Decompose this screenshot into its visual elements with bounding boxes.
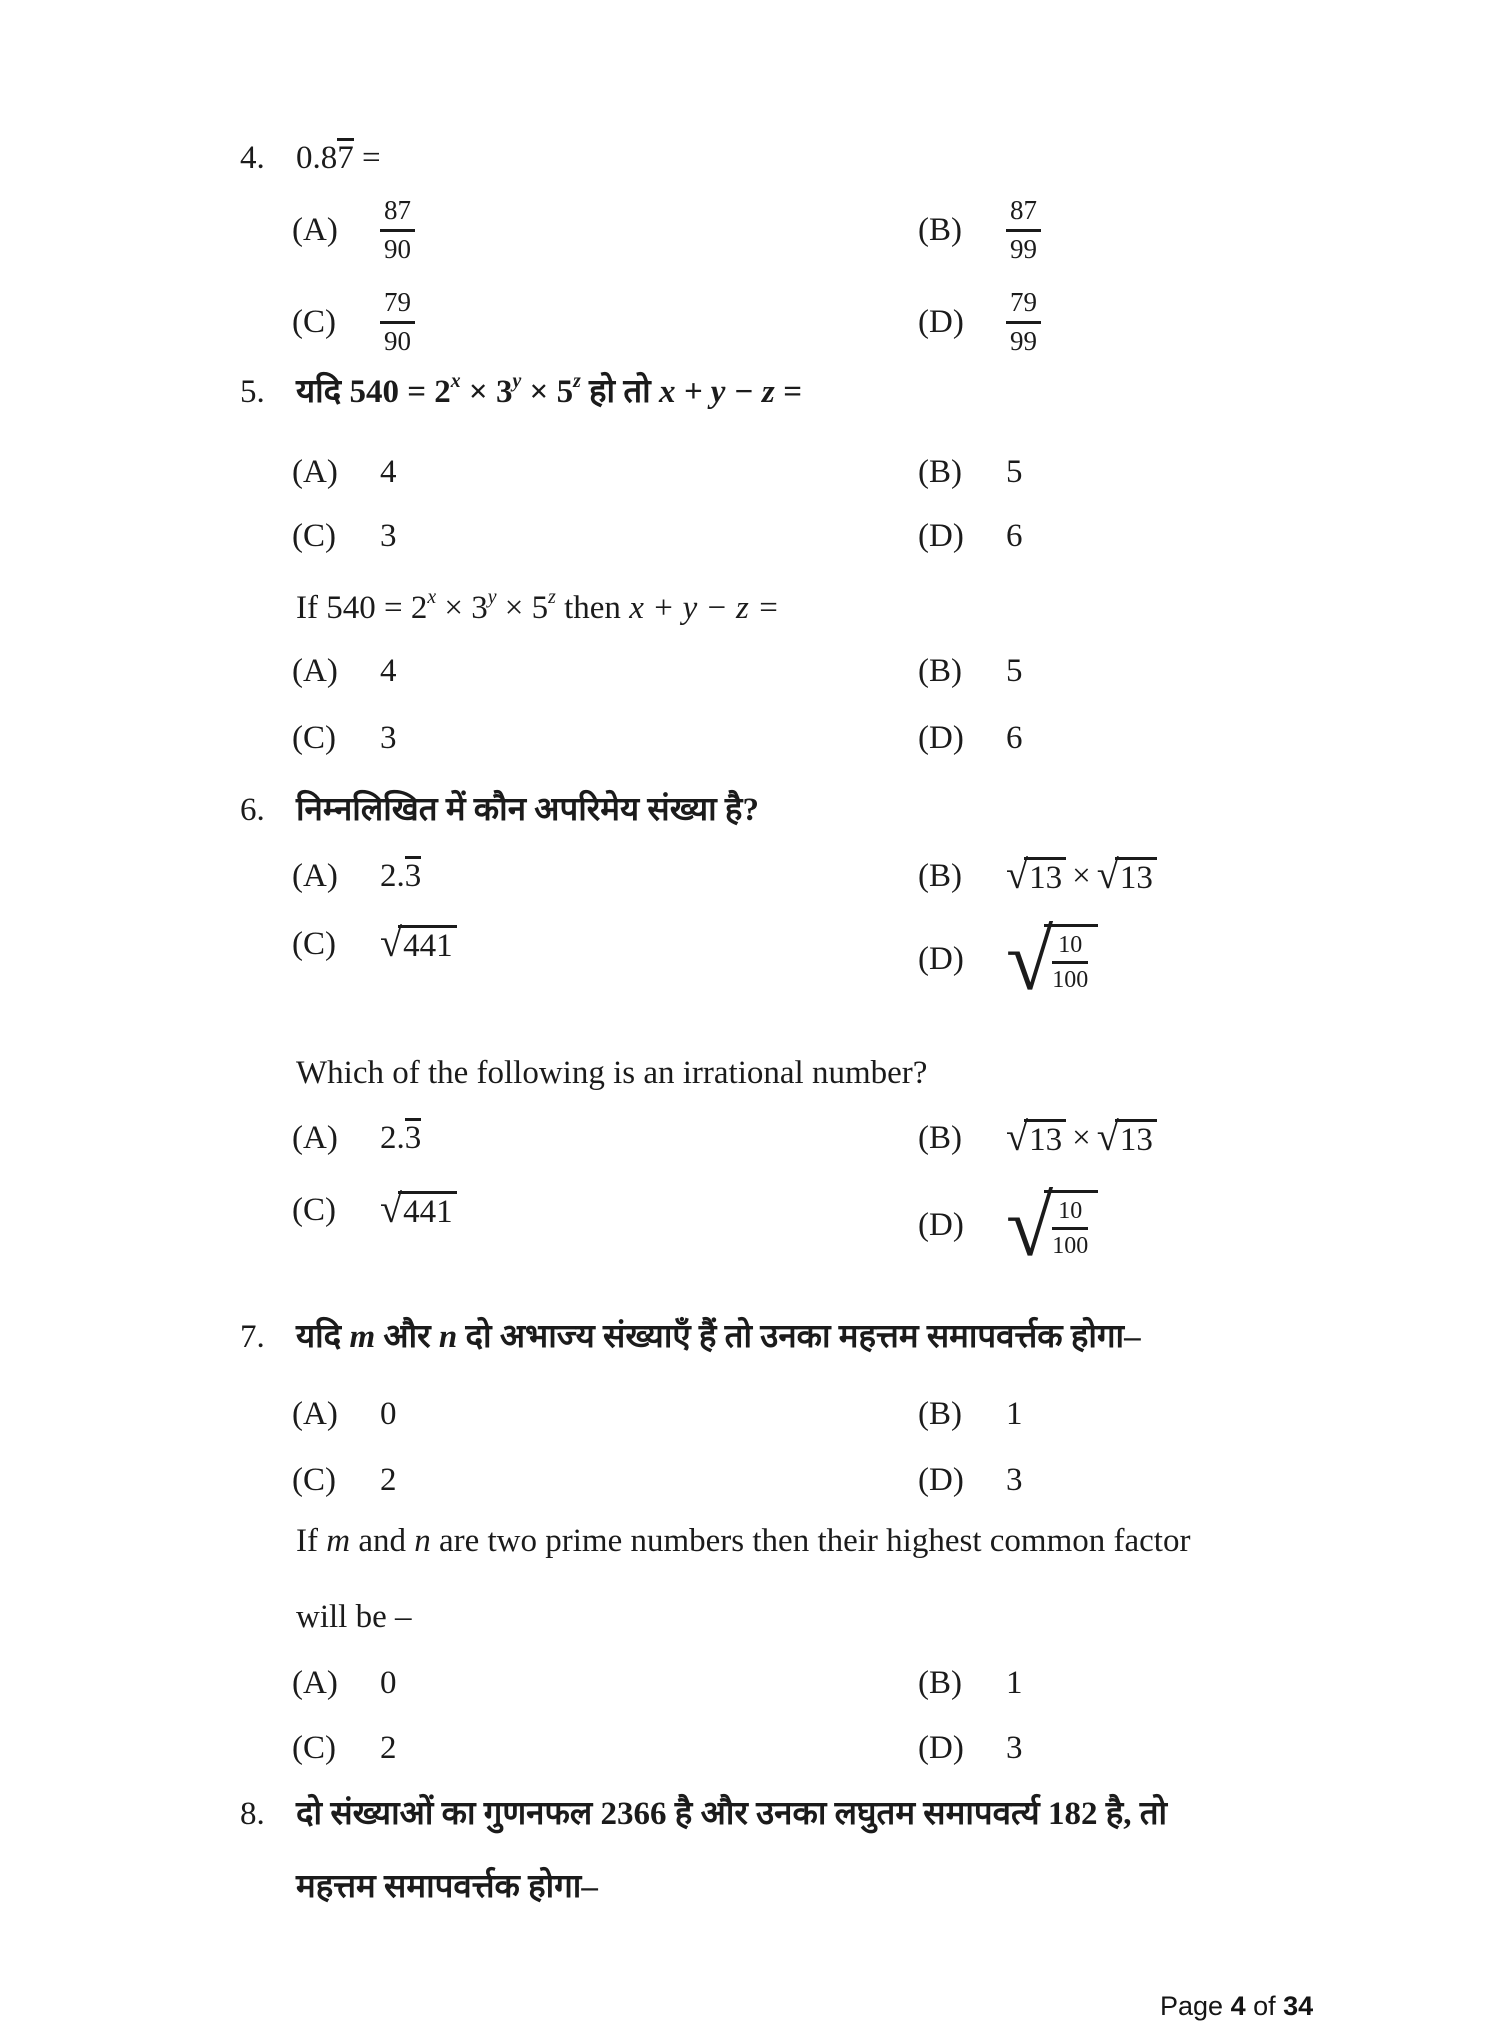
option-value: 0 (380, 1665, 397, 1701)
q4-option-d (918, 288, 1041, 356)
option-value: 4 (380, 454, 397, 490)
q5-option-b (918, 452, 1023, 493)
fraction-denominator: 99 (1010, 325, 1037, 356)
q6-option-a (292, 856, 421, 897)
option-value: 4 (380, 653, 397, 689)
option-label: (B) (918, 653, 962, 689)
overline-digit: 3 (404, 1120, 422, 1156)
square-root (1096, 1114, 1157, 1160)
exponent-z: z (548, 586, 556, 608)
q7-stem-english-continued: will be – (296, 1599, 412, 1635)
q7-option-b (918, 1394, 1023, 1435)
fraction-numerator: 10 (1052, 1198, 1088, 1230)
exponent-x: x (427, 586, 437, 608)
q8-number: 8. (240, 1796, 265, 1832)
option-label: (C) (292, 1192, 336, 1228)
q4-overline-digit: 7 (337, 140, 354, 176)
option-value: 2 (380, 1730, 397, 1766)
multiplication-sign: × (1072, 1120, 1091, 1156)
option-label: (A) (292, 1120, 338, 1156)
q5-option-a (292, 452, 397, 493)
q7-en-option-c (292, 1728, 397, 1769)
q4-option-a (292, 196, 415, 264)
option-label: (D) (918, 941, 964, 978)
option-label: (D) (918, 303, 964, 340)
option-value: 2 (380, 1462, 397, 1498)
q4-stem (296, 138, 381, 179)
fraction-denominator: 100 (1052, 967, 1089, 994)
q7-en-option-a (292, 1663, 397, 1704)
fraction (380, 196, 415, 264)
fraction-numerator: 87 (1006, 196, 1041, 232)
exponent-y: y (487, 586, 497, 608)
square-root (1006, 852, 1066, 898)
q6-en-option-a (292, 1118, 421, 1159)
q6-option-d (918, 912, 1098, 1008)
fraction-numerator: 10 (1052, 932, 1088, 964)
option-label: (D) (918, 1730, 964, 1766)
hindi-text: और (375, 1319, 439, 1355)
square-root-of-fraction (1006, 1178, 1098, 1274)
radicand: 441 (398, 925, 457, 964)
variable-n: n (414, 1523, 431, 1559)
option-value: 6 (1006, 720, 1023, 756)
q5-en-option-d (918, 718, 1023, 759)
hindi-text: हो तो (580, 374, 659, 410)
equation-text: If 540 = 2 (296, 590, 428, 626)
option-label: (D) (918, 720, 964, 756)
radicand: 13 (1115, 1119, 1157, 1158)
square-root (380, 920, 457, 966)
q7-option-c (292, 1460, 397, 1501)
equation-text: 540 = 2 (349, 374, 451, 410)
algebra-expression: x + y − z = (629, 590, 780, 626)
q5-en-option-b (918, 651, 1023, 692)
equation-text: × 3 (460, 374, 513, 410)
square-root (1096, 852, 1157, 898)
fraction (1052, 1198, 1088, 1260)
q6-stem-english: Which of the following is an irrational number? (296, 1055, 928, 1091)
option-label: (C) (292, 720, 336, 756)
q7-number: 7. (240, 1319, 265, 1355)
q7-option-d (918, 1460, 1023, 1501)
fraction (1052, 932, 1088, 994)
fraction (380, 288, 415, 356)
fraction-numerator: 79 (380, 288, 415, 324)
radical-sign: √ (1006, 1178, 1054, 1274)
hindi-text: यदि (296, 1319, 350, 1355)
exponent-x: x (450, 370, 461, 392)
exponent-y: y (512, 370, 522, 392)
radical-sign: √ (1006, 1114, 1029, 1160)
repeating-decimal (380, 856, 421, 897)
option-label: (B) (918, 1396, 962, 1432)
q5-option-d (918, 516, 1023, 557)
option-value: 5 (1006, 653, 1023, 689)
q7-stem-english (296, 1521, 1190, 1562)
footer-text: of (1245, 1991, 1284, 2021)
radicand: 13 (1024, 1119, 1066, 1158)
algebra-expression: x + y − z = (658, 374, 802, 410)
option-label: (D) (918, 1462, 964, 1498)
q5-en-option-c (292, 718, 397, 759)
fraction (1006, 196, 1041, 264)
equation-text: × 5 (521, 374, 574, 410)
option-value: 0 (380, 1396, 397, 1432)
option-label: (B) (918, 211, 962, 248)
option-label: (A) (292, 454, 338, 490)
option-label: (D) (918, 1207, 964, 1244)
english-text: If (296, 1523, 327, 1559)
fraction-numerator: 79 (1006, 288, 1041, 324)
q4-number: 4. (240, 140, 265, 176)
option-label: (D) (918, 518, 964, 554)
hindi-text: दो अभाज्य संख्याएँ हैं तो उनका महत्तम समापवर्त्तक होगा– (457, 1319, 1141, 1355)
option-value: 1 (1006, 1396, 1023, 1432)
overline-digit: 3 (404, 858, 422, 894)
option-label: (C) (292, 1462, 336, 1498)
q7-en-option-d (918, 1728, 1023, 1769)
q4-option-b (918, 196, 1041, 264)
q6-option-b (918, 852, 1157, 898)
page-footer (1160, 1991, 1313, 2022)
q6-en-option-d (918, 1178, 1098, 1274)
q5-en-option-a (292, 651, 397, 692)
multiplication-sign: × (1072, 858, 1091, 894)
fraction-denominator: 100 (1052, 1233, 1089, 1260)
radical-sign: √ (380, 1186, 403, 1232)
footer-page-total: 34 (1283, 1991, 1314, 2021)
variable-m: m (349, 1319, 376, 1355)
equation-text: × 5 (496, 590, 549, 626)
option-value: 3 (380, 518, 397, 554)
q8-stem-line-2: महत्तम समापवर्त्तक होगा– (296, 1869, 598, 1905)
option-value: 5 (1006, 454, 1023, 490)
radicand (1044, 1190, 1098, 1260)
q6-en-option-b (918, 1114, 1157, 1160)
q6-en-option-c (292, 1186, 457, 1232)
q4-decimal: 0.8 (296, 140, 338, 176)
q6-option-c (292, 920, 457, 966)
option-label: (B) (918, 1120, 962, 1156)
option-label: (B) (918, 1665, 962, 1701)
q6-number: 6. (240, 792, 265, 828)
footer-page-number: 4 (1230, 1991, 1246, 2021)
option-value: 3 (1006, 1730, 1023, 1766)
radical-sign: √ (1006, 852, 1029, 898)
radicand: 13 (1115, 857, 1157, 896)
q7-option-a (292, 1394, 397, 1435)
fraction-denominator: 90 (384, 325, 411, 356)
radical-sign: √ (380, 920, 403, 966)
decimal-text: 2. (380, 858, 405, 894)
q5-stem-hindi (296, 372, 802, 413)
radicand: 441 (398, 1191, 457, 1230)
footer-text: Page (1160, 1991, 1231, 2021)
variable-m: m (326, 1523, 351, 1559)
radical-sign: √ (1006, 912, 1054, 1008)
option-label: (B) (918, 858, 962, 894)
option-label: (A) (292, 1665, 338, 1701)
radical-sign: √ (1096, 1114, 1119, 1160)
variable-n: n (438, 1319, 458, 1355)
option-label: (A) (292, 1396, 338, 1432)
option-value: 1 (1006, 1665, 1023, 1701)
hindi-text: यदि (296, 374, 350, 410)
option-label: (B) (918, 454, 962, 490)
english-text: then (555, 590, 630, 626)
q8-stem-line-1: दो संख्याओं का गुणनफल 2366 है और उनका लघुतम समापवर्त्य 182 है, तो (296, 1796, 1168, 1832)
radical-sign: √ (1096, 852, 1119, 898)
q4-option-c (292, 288, 415, 356)
decimal-text: 2. (380, 1120, 405, 1156)
q5-number: 5. (240, 374, 265, 410)
fraction (1006, 288, 1041, 356)
fraction-denominator: 99 (1010, 233, 1037, 264)
option-label: (C) (292, 518, 336, 554)
option-value: 6 (1006, 518, 1023, 554)
square-root-of-fraction (1006, 912, 1098, 1008)
q5-stem-english (296, 588, 779, 629)
option-label: (A) (292, 653, 338, 689)
option-value: 3 (380, 720, 397, 756)
fraction-denominator: 90 (384, 233, 411, 264)
q7-en-option-b (918, 1663, 1023, 1704)
q7-stem-hindi (296, 1317, 1141, 1358)
q6-stem-hindi: निम्नलिखित में कौन अपरिमेय संख्या है? (296, 792, 759, 828)
q5-option-c (292, 516, 397, 557)
repeating-decimal (380, 1118, 421, 1159)
fraction-numerator: 87 (380, 196, 415, 232)
option-label: (C) (292, 1730, 336, 1766)
equation-text: × 3 (436, 590, 488, 626)
square-root (1006, 1114, 1066, 1160)
option-label: (A) (292, 211, 338, 248)
english-text: and (350, 1523, 415, 1559)
option-value: 3 (1006, 1462, 1023, 1498)
q4-equals: = (353, 140, 381, 176)
exponent-z: z (573, 370, 581, 392)
radicand: 13 (1024, 857, 1066, 896)
square-root (380, 1186, 457, 1232)
option-label: (C) (292, 926, 336, 962)
radicand (1044, 924, 1098, 994)
option-label: (A) (292, 858, 338, 894)
option-label: (C) (292, 303, 336, 340)
english-text: are two prime numbers then their highest common factor (430, 1523, 1191, 1559)
